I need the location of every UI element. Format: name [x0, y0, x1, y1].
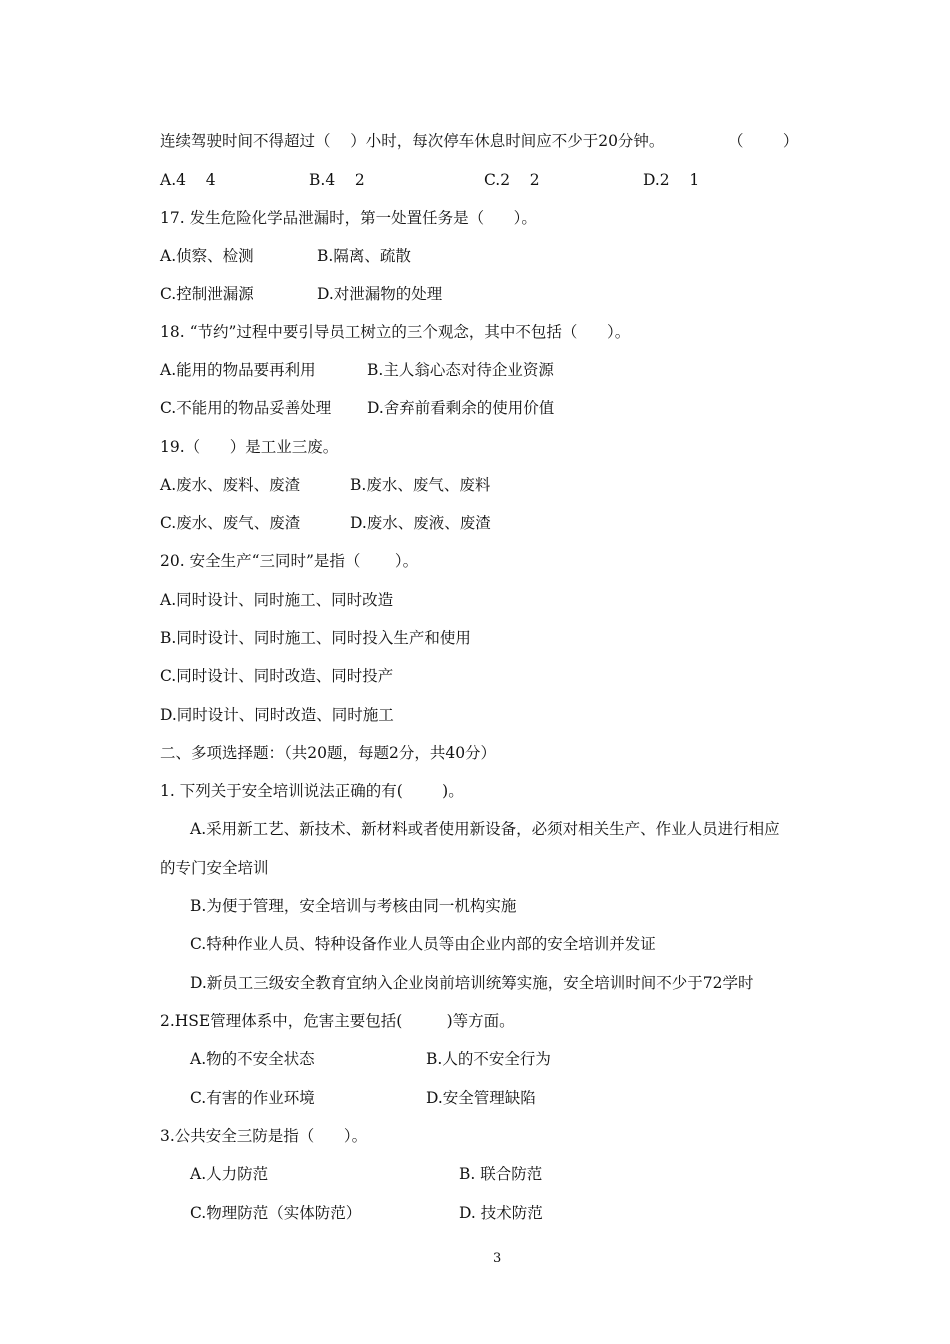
m3-option-b: B. 联合防范 [459, 1165, 543, 1183]
q16-stem-continuation: 连续驾驶时间不得超过（ ）小时，每次停车休息时间应不少于20分钟。 [160, 132, 665, 150]
m1-option-d: D.新员工三级安全教育宜纳入企业岗前培训统筹实施，安全培训时间不少于72学时 [190, 974, 754, 992]
m1-option-b: B.为便于管理，安全培训与考核由同一机构实施 [190, 897, 517, 915]
m2-option-a: A.物的不安全状态 [190, 1050, 315, 1068]
q20-option-a: A.同时设计、同时施工、同时改造 [160, 591, 394, 609]
q18-stem: 18. “节约”过程中要引导员工树立的三个观念，其中不包括（ ）。 [160, 323, 631, 341]
q16-option-c: C.2 2 [484, 171, 540, 189]
q17-option-c: C.控制泄漏源 [160, 285, 254, 303]
q17-stem: 17. 发生危险化学品泄漏时，第一处置任务是（ ）。 [160, 209, 537, 227]
m1-option-a-line1: A.采用新工艺、新技术、新材料或者使用新设备，必须对相关生产、作业人员进行相应 [190, 820, 780, 838]
page-number: 3 [493, 1251, 502, 1266]
q20-option-b: B.同时设计、同时施工、同时投入生产和使用 [160, 629, 471, 647]
q18-option-a: A.能用的物品要再利用 [160, 361, 316, 379]
q18-option-d: D.舍弃前看剩余的使用价值 [367, 399, 555, 417]
m3-option-c: C.物理防范（实体防范） [190, 1204, 362, 1222]
m2-option-b: B.人的不安全行为 [426, 1050, 551, 1068]
q17-option-a: A.侦察、检测 [160, 247, 254, 265]
q19-option-c: C.废水、废气、废渣 [160, 514, 301, 532]
q20-stem: 20. 安全生产“三同时”是指（ ）。 [160, 552, 419, 570]
q16-answer-paren: （ ） [728, 132, 799, 150]
q16-option-d: D.2 1 [643, 171, 700, 189]
q16-option-a: A.4 4 [160, 171, 216, 189]
section-heading-multiple-choice: 二、多项选择题：（共20题，每题2分，共40分） [160, 744, 497, 762]
q19-option-a: A.废水、废料、废渣 [160, 476, 301, 494]
q18-option-c: C.不能用的物品妥善处理 [160, 399, 332, 417]
m2-option-d: D.安全管理缺陷 [426, 1089, 536, 1107]
m3-stem: 3.公共安全三防是指（ ）。 [160, 1127, 368, 1145]
q17-option-b: B.隔离、疏散 [317, 247, 411, 265]
q16-option-b: B.4 2 [309, 171, 365, 189]
q18-option-b: B.主人翁心态对待企业资源 [367, 361, 554, 379]
q19-option-b: B.废水、废气、废料 [350, 476, 491, 494]
q19-option-d: D.废水、废液、废渣 [350, 514, 491, 532]
m3-option-d: D. 技术防范 [459, 1204, 543, 1222]
m1-option-a-line2: 的专门安全培训 [160, 859, 269, 877]
m3-option-a: A.人力防范 [190, 1165, 269, 1183]
m1-option-c: C.特种作业人员、特种设备作业人员等由企业内部的安全培训并发证 [190, 935, 656, 953]
q20-option-c: C.同时设计、同时改造、同时投产 [160, 667, 394, 685]
q20-option-d: D.同时设计、同时改造、同时施工 [160, 706, 394, 724]
q17-option-d: D.对泄漏物的处理 [317, 285, 443, 303]
m2-stem: 2.HSE管理体系中，危害主要包括( )等方面。 [160, 1012, 515, 1030]
m1-stem: 1. 下列关于安全培训说法正确的有( )。 [160, 782, 464, 800]
m2-option-c: C.有害的作业环境 [190, 1089, 315, 1107]
q19-stem: 19.（ ）是工业三废。 [160, 438, 339, 456]
